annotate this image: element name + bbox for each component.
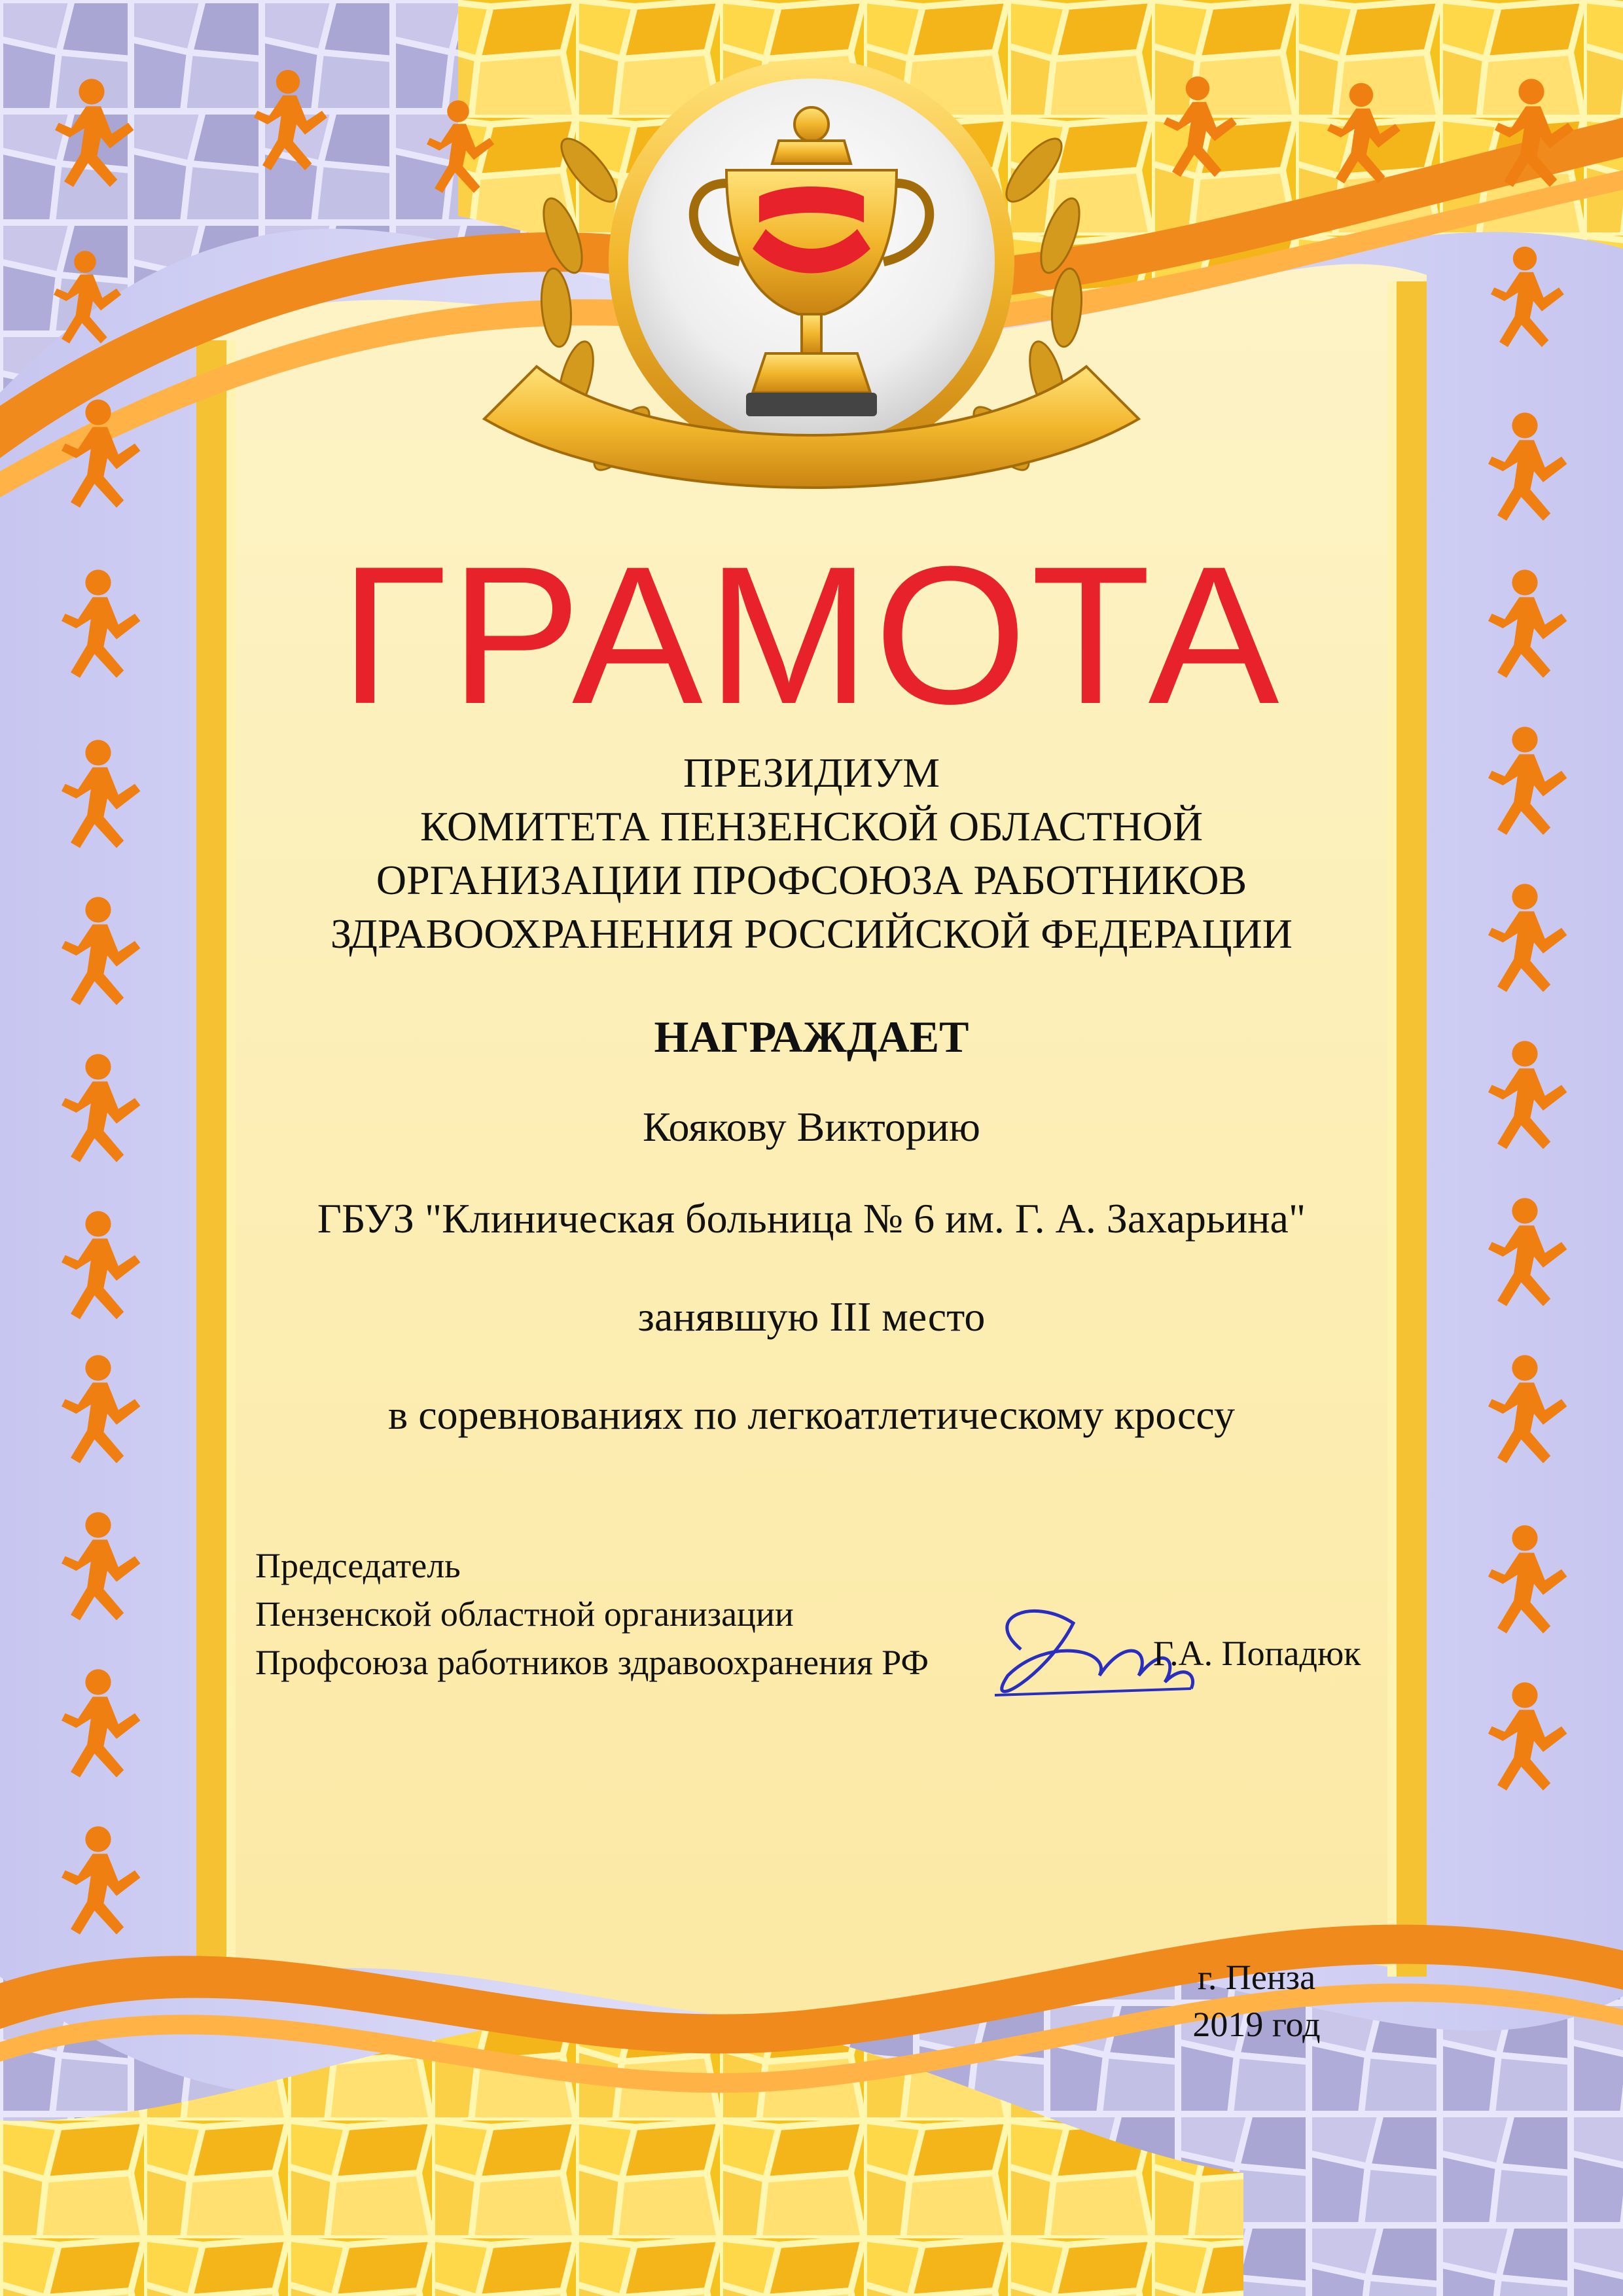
location-block	[1113, 1954, 1400, 2048]
signatory-block	[255, 1541, 929, 1687]
signatory-line-2: Пензенской областной организации	[255, 1594, 794, 1634]
certificate-title: ГРАМОТА	[340, 525, 1283, 745]
organization-line-3: ОРГАНИЗАЦИИ ПРОФСОЮЗА РАБОТНИКОВ	[376, 857, 1247, 903]
organization-line-4: ЗДРАВООХРАНЕНИЯ РОССИЙСКОЙ ФЕДЕРАЦИИ	[330, 910, 1293, 957]
signatory-name: Г.А. Попадюк	[1153, 1634, 1361, 1673]
organization-block	[0, 746, 1623, 961]
event-description: в соревнованиях по легкоатлетическому кроссу	[388, 1391, 1235, 1438]
organization-line-2: КОМИТЕТА ПЕНЗЕНСКОЙ ОБЛАСТНОЙ	[419, 803, 1204, 850]
organization-line-1: ПРЕЗИДИУМ	[683, 749, 940, 796]
place-awarded: занявшую III место	[637, 1293, 986, 1340]
institution: ГБУЗ "Клиническая больница № 6 им. Г. А. Захарьина"	[317, 1195, 1306, 1242]
signatory-line-1: Председатель	[255, 1546, 461, 1585]
location-city: г. Пенза	[1197, 1958, 1316, 1997]
recipient-name: Коякову Викторию	[643, 1103, 980, 1150]
awards-label: НАГРАЖДАЕТ	[654, 1012, 969, 1062]
location-year: 2019 год	[1192, 2005, 1321, 2044]
signatory-line-3: Профсоюза работников здравоохранения РФ	[255, 1643, 929, 1682]
